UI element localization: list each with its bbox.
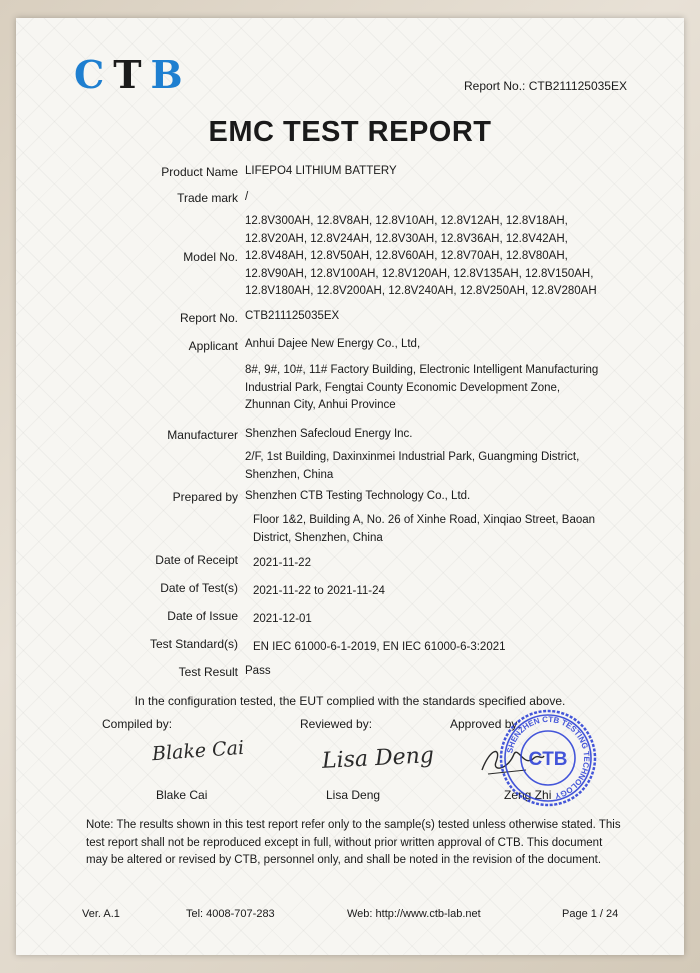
prepared-by-label: Prepared by [172, 490, 238, 504]
logo-letter-c: C [74, 52, 114, 97]
address-line: 2/F, 1st Building, Daxinxinmei Industrial Park, Guangming District, [245, 451, 580, 463]
prepared-by-value: Shenzhen CTB Testing Technology Co., Ltd. [245, 490, 471, 502]
report-no-value: CTB211125035EX [245, 310, 340, 322]
footer-telephone: Tel: 4008-707-283 [186, 908, 275, 920]
seal-center-text: CTB [528, 749, 568, 770]
approved-by-header: Approved by: [450, 717, 521, 731]
ctb-seal-stamp [498, 708, 598, 808]
date-of-issue-label: Date of Issue [167, 609, 238, 623]
model-no-list [245, 213, 597, 301]
address-line: District, Shenzhen, China [253, 531, 383, 544]
address-line: Zhunnan City, Anhui Province [245, 399, 396, 411]
header-report-number: Report No.: CTB211125035EX [464, 79, 627, 93]
compiled-by-signature: Blake Cai [151, 736, 245, 766]
compliance-statement: In the configuration tested, the EUT complied with the standards specified above. [134, 694, 566, 708]
footer-website[interactable]: Web: http://www.ctb-lab.net [347, 908, 481, 920]
report-no-label: Report No. [179, 311, 238, 325]
report-page [16, 18, 684, 955]
address-line: Industrial Park, Fengtai County Economic Development Zone, [245, 381, 561, 394]
manufacturer-address [245, 449, 579, 484]
reviewed-by-name: Lisa Deng [326, 788, 381, 802]
report-title: EMC TEST REPORT [208, 116, 492, 148]
date-of-issue-value: 2021-12-01 [253, 613, 312, 625]
footer-version: Ver. A.1 [82, 908, 120, 920]
test-result-label: Test Result [178, 665, 238, 679]
applicant-label: Applicant [188, 339, 238, 353]
address-line: 8#, 9#, 10#, 11# Factory Building, Electronic Intelligent Manufacturing [245, 364, 599, 376]
seal-ring-text: SHENZHEN CTB TESTING TECHNOLOGY [505, 714, 592, 801]
prepared-by-address [253, 512, 595, 547]
footer-page-number: Page 1 / 24 [562, 908, 619, 920]
model-no-line: 12.8V20AH, 12.8V24AH, 12.8V30AH, 12.8V36AH, 12.8V42AH, [245, 232, 568, 245]
trade-mark-label: Trade mark [177, 191, 238, 205]
logo-letter-b: B [150, 52, 192, 97]
product-name-label: Product Name [161, 165, 238, 179]
date-of-receipt-value: 2021-11-22 [253, 557, 311, 569]
manufacturer-label: Manufacturer [167, 428, 238, 442]
model-no-line: 12.8V300AH, 12.8V8AH, 12.8V10AH, 12.8V12AH, 12.8V18AH, [245, 215, 568, 227]
test-result-value: Pass [245, 665, 271, 677]
date-of-receipt-label: Date of Receipt [155, 553, 238, 567]
date-of-test-value: 2021-11-22 to 2021-11-24 [253, 585, 385, 597]
logo-letter-t: T [113, 52, 151, 97]
address-line: Floor 1&2, Building A, No. 26 of Xinhe Road, Xinqiao Street, Baoan [253, 514, 596, 526]
applicant-value: Anhui Dajee New Energy Co., Ltd, [245, 338, 421, 350]
test-standards-label: Test Standard(s) [149, 637, 238, 651]
model-no-label: Model No. [183, 250, 238, 264]
date-of-test-label: Date of Test(s) [160, 581, 238, 595]
test-standards-value: EN IEC 61000-6-1-2019, EN IEC 61000-6-3:2021 [253, 641, 506, 653]
applicant-address [245, 362, 598, 415]
approved-by-name: Zeng Zhi [504, 788, 552, 802]
model-no-line: 12.8V90AH, 12.8V100AH, 12.8V120AH, 12.8V135AH, 12.8V150AH, [245, 267, 594, 280]
trade-mark-value: / [245, 191, 249, 203]
model-no-line: 12.8V48AH, 12.8V50AH, 12.8V60AH, 12.8V70AH, 12.8V80AH, [245, 250, 568, 262]
reviewed-by-header: Reviewed by: [300, 717, 373, 731]
compiled-by-name: Blake Cai [156, 788, 208, 802]
note-paragraph: Note: The results shown in this test report refer only to the sample(s) tested unless otherwise stated. This test report shall not be reproduced except in full, without prior written approval of CTB. This document may be altered or revised by CTB, personnel only, and shall be noted in the revision of the document. [86, 819, 621, 866]
address-line: Shenzhen, China [245, 468, 334, 481]
manufacturer-value: Shenzhen Safecloud Energy Inc. [245, 428, 413, 440]
model-no-line: 12.8V180AH, 12.8V200AH, 12.8V240AH, 12.8V250AH, 12.8V280AH [245, 285, 597, 297]
reviewed-by-signature: Lisa Deng [321, 743, 435, 774]
compiled-by-header: Compiled by: [102, 717, 173, 731]
ctb-logo [74, 52, 192, 97]
product-name-value: LIFEPO4 LITHIUM BATTERY [245, 165, 397, 177]
